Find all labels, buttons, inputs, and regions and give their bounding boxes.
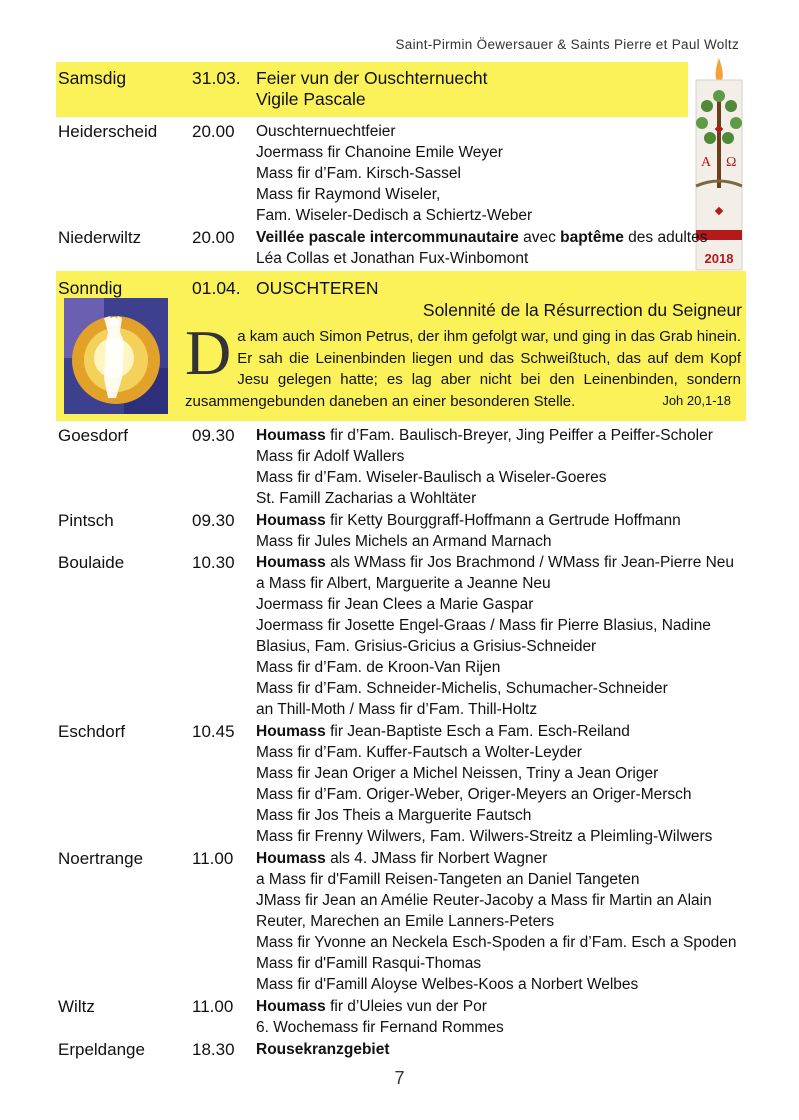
service-text: fir d’Fam. Baulisch-Breyer, Jing Peiffer a Peiffer-Scholer [325, 427, 713, 444]
service-line: Mass fir Yvonne an Neckela Esch-Spoden a fir d’Fam. Esch a Spoden [256, 934, 737, 951]
service-line [256, 510, 736, 531]
service-line: Mass fir d'Famill Aloyse Welbes-Koos a Norbert Welbes [256, 976, 639, 993]
service-line: 6. Wochemass fir Fernand Rommes [256, 1019, 504, 1036]
place-wiltz: Wiltz [58, 997, 95, 1016]
service-line: Mass fir Jos Theis a Marguerite Fautsch [256, 807, 532, 824]
service-line [256, 848, 736, 869]
service-type: Rousekranzgebiet [256, 1041, 390, 1058]
services-pintsch [256, 510, 736, 552]
service-line: Mass fir d’Fam. de Kroon-Van Rijen [256, 659, 501, 676]
services-eschdorf [256, 721, 736, 847]
services-noertrange [256, 848, 736, 995]
time-pintsch: 09.30 [192, 511, 235, 530]
place-erpeldange: Erpeldange [58, 1040, 145, 1059]
service-line: Mass fir d’Fam. Kuffer-Fautsch a Wolter-Leyder [256, 744, 582, 761]
service-text: fir d’Uleies vun der Por [325, 998, 487, 1015]
service-line-bold: Ouschternuechtfeier [256, 123, 396, 140]
page-number: 7 [394, 1068, 405, 1088]
service-type: baptême [560, 229, 624, 246]
time-wiltz: 11.00 [192, 997, 234, 1016]
service-line: Blasius, Fam. Grisius-Gricius a Grisius-Schneider [256, 638, 597, 655]
place-niederwiltz: Niederwiltz [58, 228, 142, 247]
time-eschdorf: 10.45 [192, 722, 235, 741]
service-line: Joermass fir Jean Clees a Marie Gaspar [256, 596, 534, 613]
time-noertrange: 11.00 [192, 849, 234, 868]
saturday-title-fr: Vigile Pascale [256, 89, 366, 109]
sunday-title: OUSCHTEREN [256, 278, 379, 298]
page-header: Saint-Pirmin Öewersauer & Saints Pierre et Paul Woltz [395, 37, 739, 52]
service-line: Joermass fir Josette Engel-Graas / Mass fir Pierre Blasius, Nadine [256, 617, 711, 634]
service-text: fir Jean-Baptiste Esch a Fam. Esch-Reiland [325, 723, 630, 740]
service-line [256, 996, 736, 1017]
service-line [256, 721, 736, 742]
service-line: a Mass fir d'Famill Reisen-Tangeten an Daniel Tangeten [256, 871, 640, 888]
gospel-text: a kam auch Simon Petrus, der ihm gefolgt war, und ging in das Grab hinein. Er sah die Leinenbinden liegen und das Schweißtuch, das auf dem Kopf Jesu gelegen hatte; es lag aber nicht bei den Leinenbinden, sondern zusammengebunden daneben an einer besonderen Stelle. [185, 328, 741, 410]
service-type: Veillée pascale intercommunautaire [256, 229, 519, 246]
drop-cap: D [185, 317, 232, 388]
service-line: Mass fir d’Fam. Schneider-Michelis, Schumacher-Schneider [256, 680, 668, 697]
service-line [256, 227, 736, 248]
service-line: Mass fir d’Fam. Kirsch-Sassel [256, 165, 461, 182]
candle-year: 2018 [704, 251, 734, 266]
time-goesdorf: 09.30 [192, 426, 235, 445]
service-type: Houmass [256, 850, 326, 867]
service-line: an Thill-Moth / Mass fir d’Fam. Thill-Holtz [256, 701, 538, 718]
services-wiltz [256, 996, 736, 1038]
service-line: JMass fir Jean an Amélie Reuter-Jacoby a Mass fir Martin an Alain [256, 892, 712, 909]
services-erpeldange [256, 1039, 736, 1060]
service-line [256, 425, 736, 446]
gospel-quote [185, 317, 741, 412]
saturday-title-lb: Feier vun der Ouschternuecht [256, 68, 488, 88]
omega-symbol: Ω [726, 155, 737, 170]
sunday-subtitle: Solennité de la Résurrection du Seigneur [422, 300, 742, 320]
time-erpeldange: 18.30 [192, 1040, 235, 1059]
day-sunday: Sonndig [58, 278, 123, 298]
service-line [256, 552, 736, 573]
time-heiderscheid: 20.00 [192, 122, 235, 141]
service-text: avec [518, 229, 561, 246]
services-niederwiltz [256, 227, 736, 269]
service-type: Houmass [256, 998, 326, 1015]
service-type: Houmass [256, 427, 326, 444]
service-line: Mass fir Frenny Wilwers, Fam. Wilwers-Streitz a Pleimling-Wilwers [256, 828, 713, 845]
alpha-symbol: A [701, 155, 712, 170]
time-boulaide: 10.30 [192, 553, 235, 572]
service-line: Mass fir Adolf Wallers [256, 448, 405, 465]
service-line: a Mass fir Albert, Marguerite a Jeanne Neu [256, 575, 551, 592]
day-saturday: Samsdig [58, 68, 127, 88]
gospel-reference: Joh 20,1-18 [662, 392, 731, 408]
saturday-title [256, 68, 736, 110]
service-type: Houmass [256, 554, 326, 571]
service-text: fir Ketty Bourggraff-Hoffmann a Gertrude Hoffmann [325, 512, 681, 529]
service-line: Mass fir Jean Origer a Michel Neissen, Triny a Jean Origer [256, 765, 659, 782]
service-text: als 4. JMass fir Norbert Wagner [325, 850, 548, 867]
service-line: St. Famill Zacharias a Wohltäter [256, 490, 477, 507]
service-text: als WMass fir Jos Brachmond / WMass fir Jean-Pierre Neu [325, 554, 735, 571]
service-line: Joermass fir Chanoine Emile Weyer [256, 144, 503, 161]
resurrection-image [64, 298, 168, 414]
services-boulaide [256, 552, 736, 720]
service-line: Reuter, Marechen an Emile Lanners-Peters [256, 913, 555, 930]
place-eschdorf: Eschdorf [58, 722, 126, 741]
service-line [256, 1039, 736, 1060]
services-heiderscheid [256, 121, 736, 226]
service-type: Houmass [256, 512, 326, 529]
service-text: des adultes [623, 229, 708, 246]
service-type: Houmass [256, 723, 326, 740]
service-line: Mass fir d'Famill Rasqui-Thomas [256, 955, 482, 972]
place-goesdorf: Goesdorf [58, 426, 128, 445]
service-line: Mass fir d’Fam. Origer-Weber, Origer-Meyers an Origer-Mersch [256, 786, 692, 803]
service-line: Léa Collas et Jonathan Fux-Winbomont [256, 250, 529, 267]
date-saturday: 31.03. [192, 68, 241, 88]
service-line: Mass fir d’Fam. Wiseler-Baulisch a Wiseler-Goeres [256, 469, 607, 486]
place-heiderscheid: Heiderscheid [58, 122, 158, 141]
time-niederwiltz: 20.00 [192, 228, 235, 247]
place-boulaide: Boulaide [58, 553, 125, 572]
service-line: Mass fir Jules Michels an Armand Marnach [256, 533, 552, 550]
date-sunday: 01.04. [192, 278, 241, 298]
place-noertrange: Noertrange [58, 849, 144, 868]
service-line: Fam. Wiseler-Dedisch a Schiertz-Weber [256, 207, 533, 224]
services-goesdorf [256, 425, 736, 509]
service-line: Mass fir Raymond Wiseler, [256, 186, 441, 203]
place-pintsch: Pintsch [58, 511, 114, 530]
